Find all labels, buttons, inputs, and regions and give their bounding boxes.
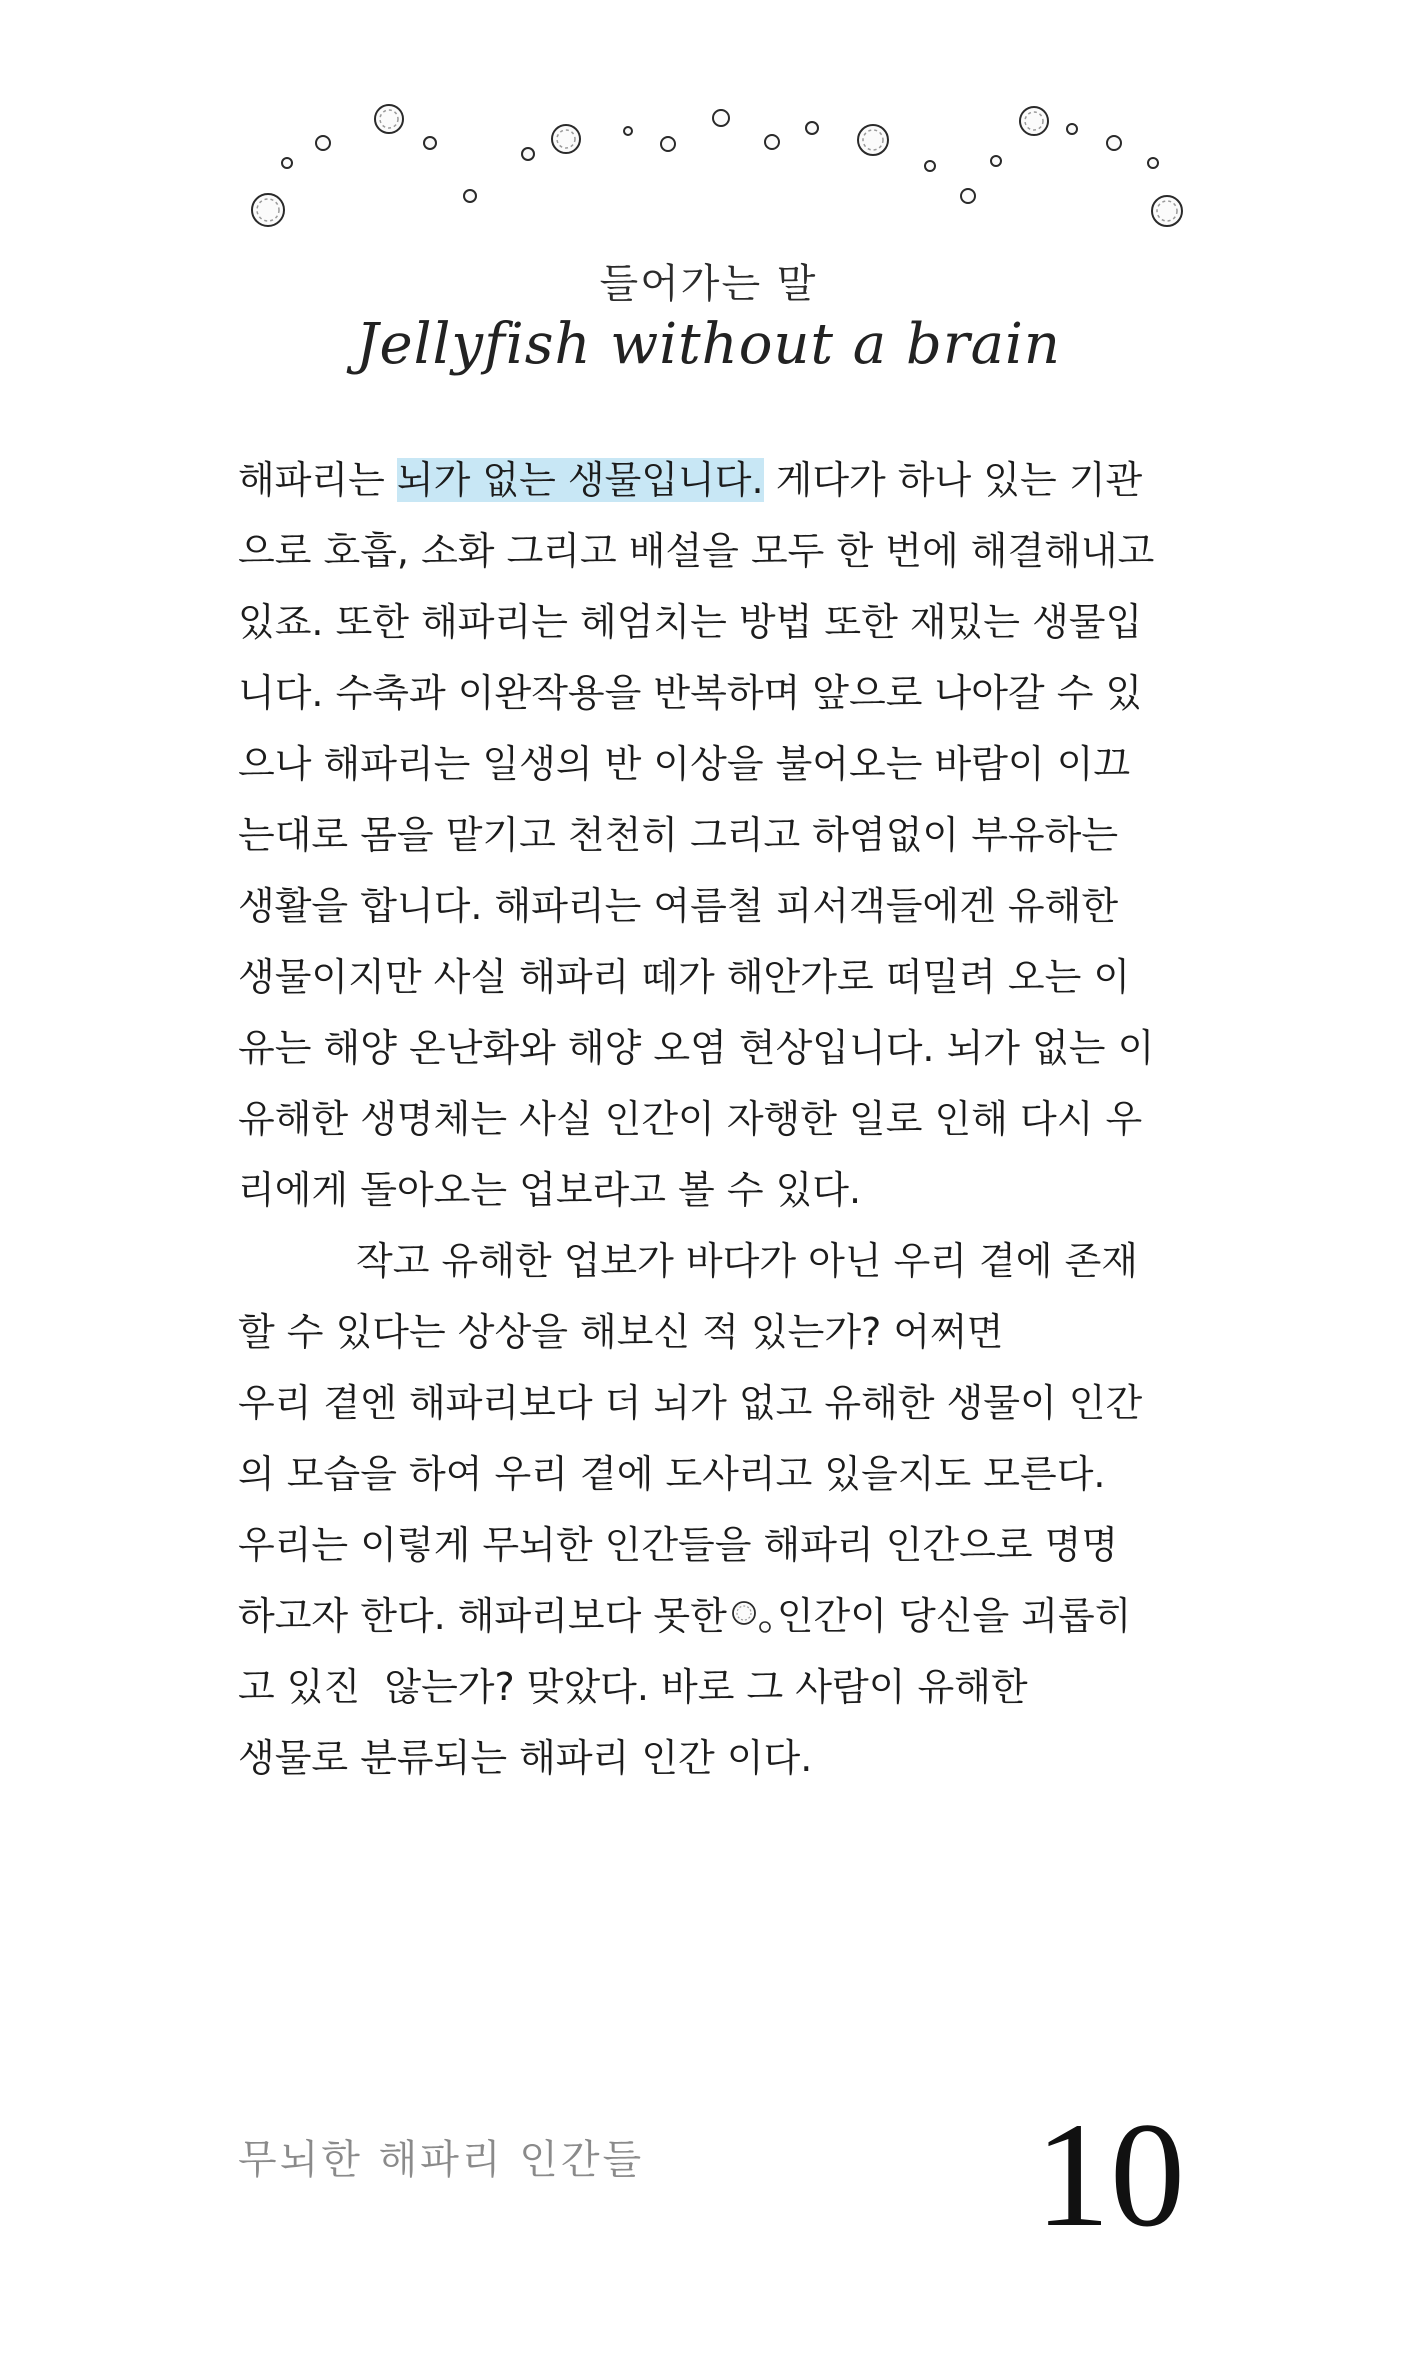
text-line: 고 있진 않는가? 맞았다. 바로 그 사람이 유해한 [238, 1665, 1028, 1709]
text-line: 우리는 이렇게 무뇌한 인간들을 해파리 인간으로 명명 [238, 1523, 1119, 1567]
text-line: 리에게 돌아오는 업보라고 볼 수 있다. [238, 1168, 862, 1212]
bubble-icon [1148, 158, 1158, 168]
bubble-icon [624, 127, 632, 135]
bubble-icon [1020, 107, 1048, 135]
bubble-icon [522, 148, 534, 160]
highlighted-text: 뇌가 없는 생물입니다. [396, 458, 764, 502]
bubble-icon [424, 137, 436, 149]
bubble-icon [765, 135, 779, 149]
text-line: 할 수 있다는 상상을 해보신 적 있는가? 어쩌면 [238, 1310, 1004, 1354]
page-number: 10 [1035, 2092, 1185, 2258]
text-line: 유는 해양 온난화와 해양 오염 현상입니다. 뇌가 없는 이 [238, 1026, 1155, 1070]
text-line [238, 445, 1198, 516]
book-title: 무뇌한 해파리 인간들 [238, 2137, 645, 2183]
bubble-icon [1067, 124, 1077, 134]
text-line: 생활을 합니다. 해파리는 여름철 피서객들에겐 유해한 [238, 884, 1119, 928]
bubble-icon [1107, 136, 1121, 150]
bubble-icon [991, 156, 1001, 166]
text-line: 의 모습을 하여 우리 곁에 도사리고 있을지도 모른다. [238, 1452, 1106, 1496]
text-line: 는대로 몸을 맡기고 천천히 그리고 하염없이 부유하는 [238, 813, 1119, 857]
bubble-icon [316, 136, 330, 150]
text-segment: 인간이 당신을 괴롭히 [776, 1594, 1132, 1638]
text-line: 유해한 생명체는 사실 인간이 자행한 일로 인해 다시 우 [238, 1097, 1143, 1141]
text-line: 으로 호흡, 소화 그리고 배설을 모두 한 번에 해결해내고 [238, 529, 1155, 573]
bubble-icon [552, 125, 580, 153]
bubble-icon [282, 158, 292, 168]
bubble-icon [375, 105, 403, 133]
bubble-icon [858, 125, 888, 155]
text-line: 으나 해파리는 일생의 반 이상을 불어오는 바람이 이끄 [238, 742, 1131, 786]
bubble-icon [464, 190, 476, 202]
bubble-icon [661, 137, 675, 151]
text-line: 니다. 수축과 이완작용을 반복하며 앞으로 나아갈 수 있 [238, 671, 1143, 715]
text-segment: 해파리는 [238, 458, 397, 502]
bubble-icon [713, 110, 729, 126]
text-line [238, 1581, 1198, 1652]
text-line: 생물이지만 사실 해파리 떼가 해안가로 떠밀려 오는 이 [238, 955, 1131, 999]
bubble-icon [925, 161, 935, 171]
text-segment: 게다가 하나 있는 기관 [763, 458, 1143, 502]
bubble-icon [252, 194, 284, 226]
bubble-icon [806, 122, 818, 134]
text-line [238, 1226, 1198, 1297]
text-segment: 작고 유해한 업보가 바다가 아닌 우리 곁에 존재 [356, 1239, 1139, 1283]
text-line: 있죠. 또한 해파리는 헤엄치는 방법 또한 재밌는 생물입 [238, 600, 1143, 644]
text-line: 우리 곁엔 해파리보다 더 뇌가 없고 유해한 생물이 인간 [238, 1381, 1143, 1425]
text-line: 생물로 분류되는 해파리 인간 이다. [238, 1736, 813, 1780]
bubble-icon [1152, 196, 1182, 226]
body-paragraphs [238, 445, 1198, 1794]
bubble-icon [727, 1599, 777, 1639]
text-segment: 하고자 한다. 해파리보다 못한 [238, 1594, 727, 1638]
chapter-title: Jellyfish without a brain [356, 312, 1061, 377]
chapter-label: 들어가는 말 [599, 261, 818, 307]
bubble-icon [961, 189, 975, 203]
bubble-decoration [0, 0, 1417, 260]
